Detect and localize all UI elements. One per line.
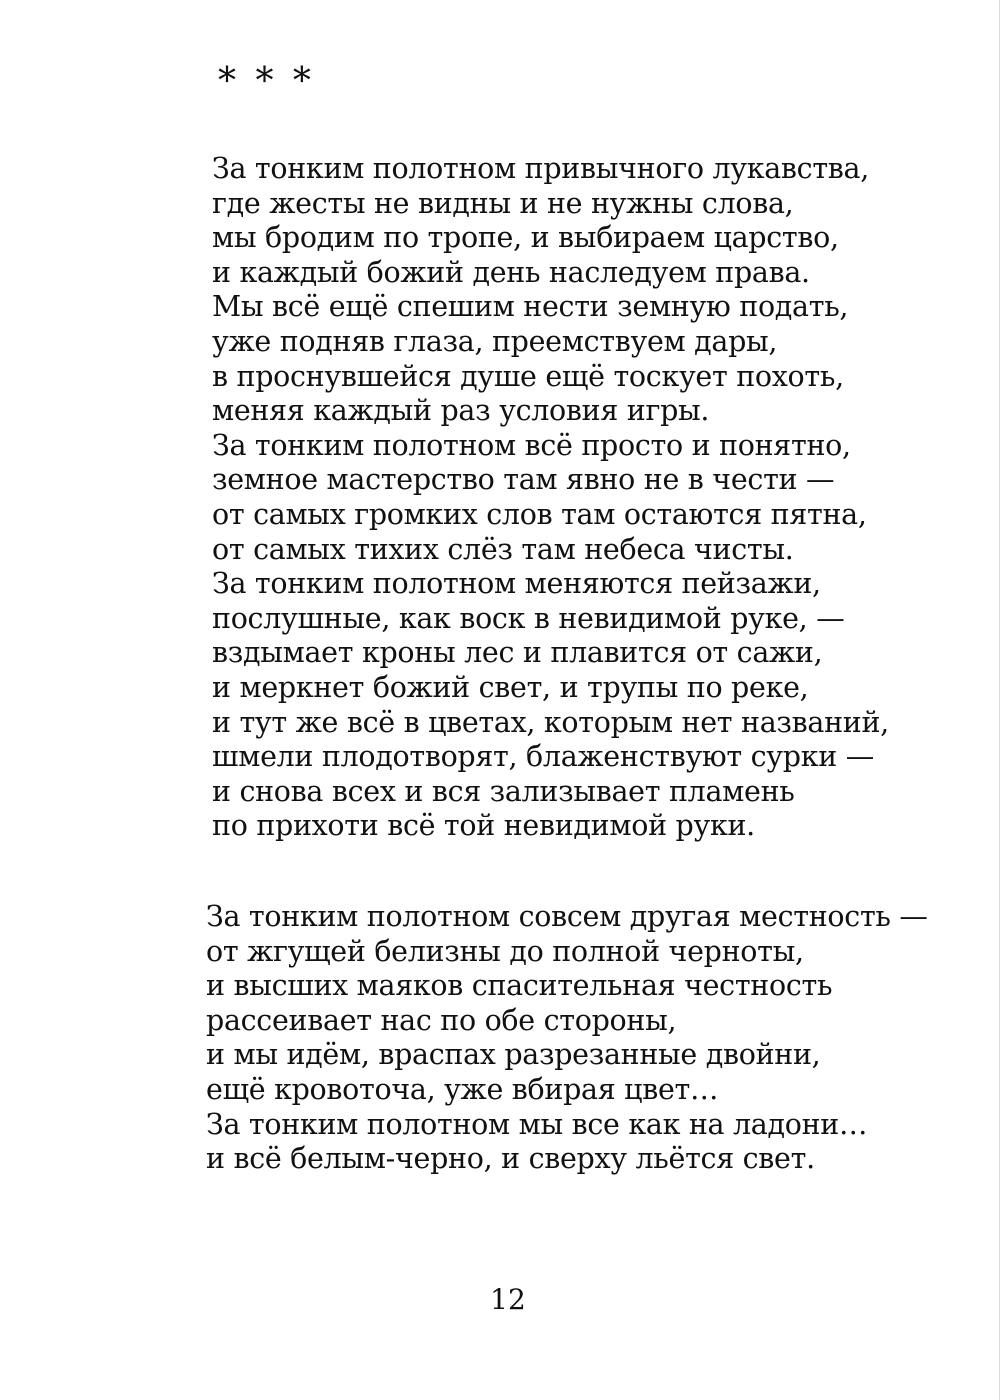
stanza-2 xyxy=(206,900,928,1177)
poem-line: и мы идём, враспах разрезанные двойни, xyxy=(206,1038,821,1072)
poem-line: послушные, как воск в невидимой руке, — xyxy=(212,601,845,635)
poem-line: рассеивает нас по обе стороны, xyxy=(206,1003,677,1037)
poem-line: За тонким полотном меняются пейзажи, xyxy=(212,567,821,601)
poem-line: мы бродим по тропе, и выбираем царство, xyxy=(212,221,839,255)
poem-line: и тут же всё в цветах, которым нет названий, xyxy=(212,705,889,739)
poem-line: Мы всё ещё спешим нести земную подать, xyxy=(212,290,849,324)
poem-line: За тонким полотном всё просто и понятно, xyxy=(212,428,851,462)
poem-line: от самых громких слов там остаются пятна, xyxy=(212,497,867,531)
poem-line: шмели плодотворят, блаженствуют сурки — xyxy=(212,740,874,774)
poem-line: меняя каждый раз условия игры. xyxy=(212,394,710,428)
section-separator: * * * xyxy=(218,61,315,102)
poem-line: земное мастерство там явно не в чести — xyxy=(212,463,835,497)
poem-line: и снова всех и вся зализывает пламень xyxy=(212,774,795,808)
poem-line: от жгущей белизны до полной черноты, xyxy=(206,934,804,968)
poem-line: и всё белым-черно, и сверху льётся свет. xyxy=(206,1142,815,1176)
poem-line: в проснувшейся душе ещё тоскует похоть, xyxy=(212,359,844,393)
poem-line: За тонким полотном привычного лукавства, xyxy=(212,152,869,185)
poem-line: и меркнет божий свет, и трупы по реке, xyxy=(212,670,809,704)
poem-line: где жесты не видны и не нужны слова, xyxy=(212,186,794,220)
stanza-1 xyxy=(212,152,889,844)
page-number: 12 xyxy=(490,1283,526,1316)
poem-line: вздымает кроны лес и плавится от сажи, xyxy=(212,636,823,670)
poem-line: и высших маяков спасительная честность xyxy=(206,969,833,1003)
poem-line: и каждый божий день наследуем права. xyxy=(212,255,810,289)
poem-line: За тонким полотном совсем другая местность — xyxy=(206,900,928,933)
poem-line: от самых тихих слёз там небеса чисты. xyxy=(212,532,794,566)
poem-line: по прихоти всё той невидимой руки. xyxy=(212,809,755,843)
poem-line: уже подняв глаза, преемствуем дары, xyxy=(212,324,778,358)
poem-line: За тонким полотном мы все как на ладони… xyxy=(206,1107,868,1141)
poem-line: ещё кровоточа, уже вбирая цвет… xyxy=(206,1072,719,1106)
